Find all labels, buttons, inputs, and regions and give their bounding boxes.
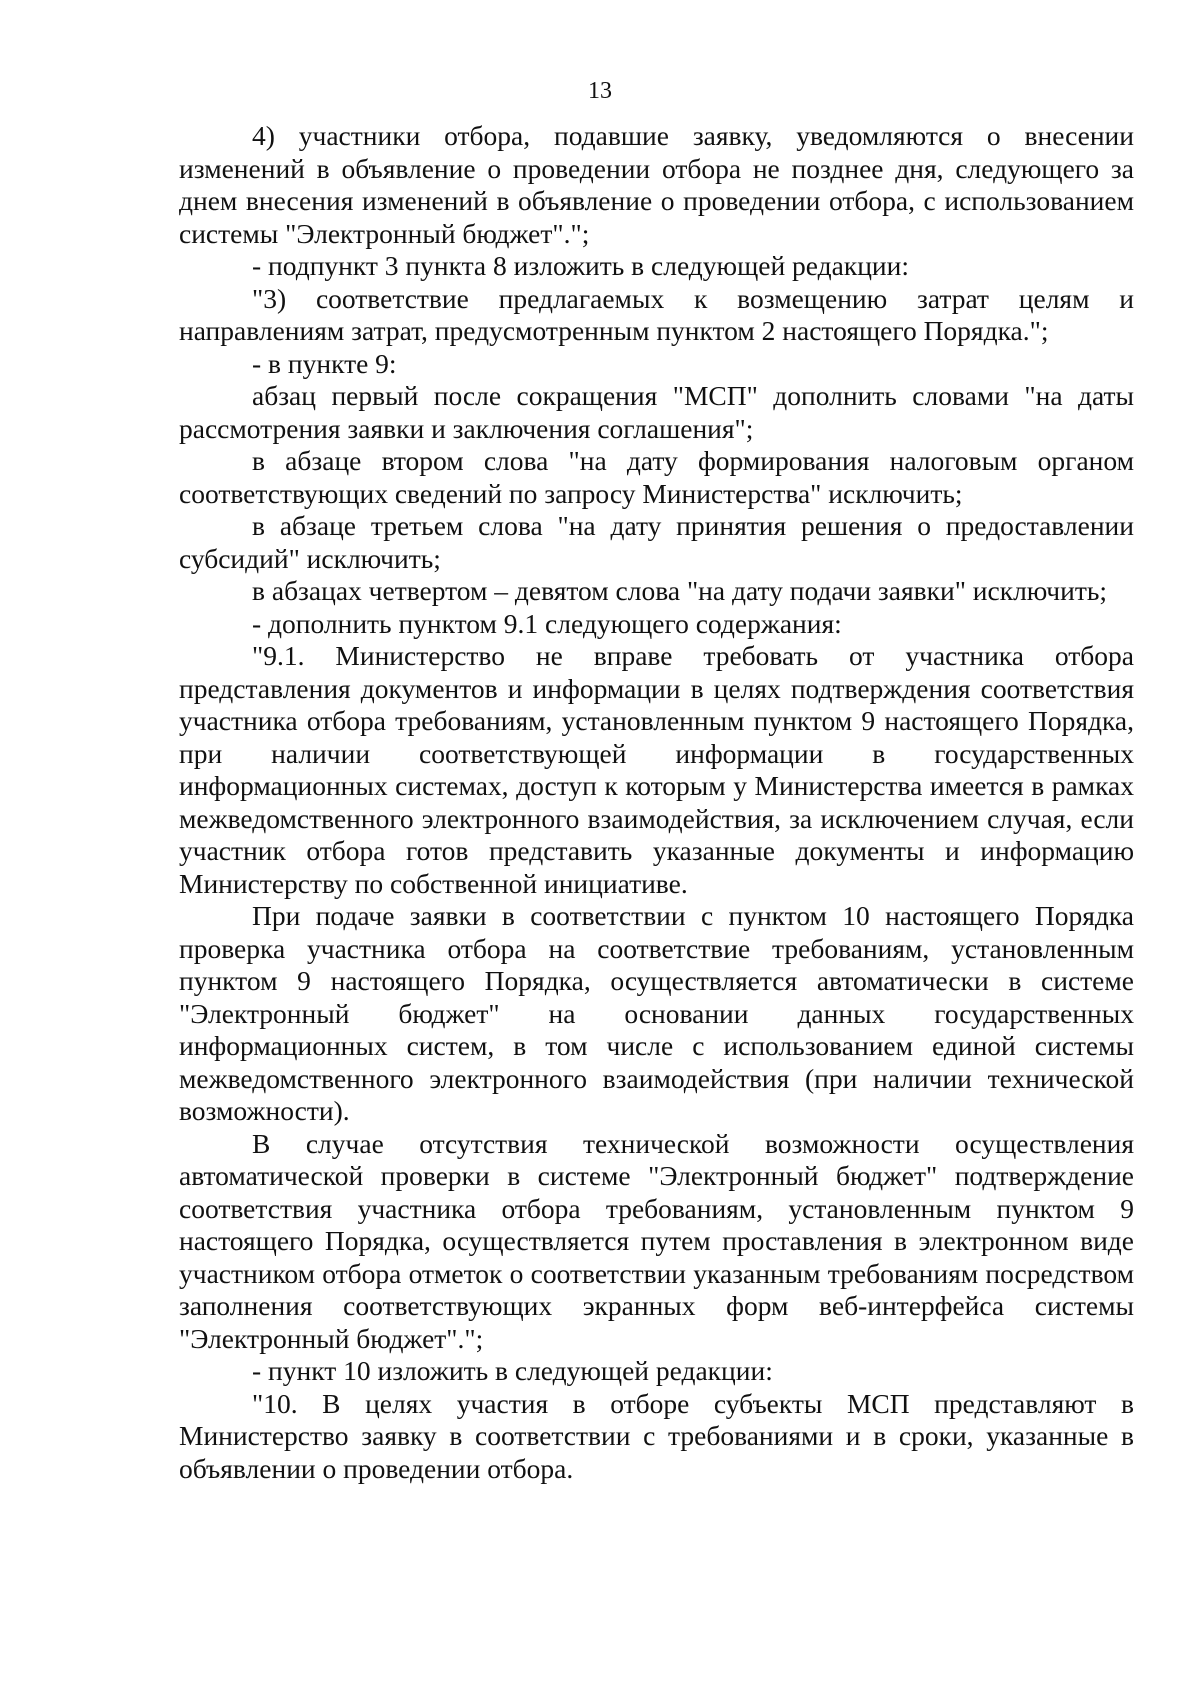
- paragraph: 4) участники отбора, подавшие заявку, уведомляются о внесении изменений в объявление о проведении отбора не позднее дня, следующего за днем внесения изменений в объявление о проведении отбора, с использованием системы "Электронный бюджет".";: [179, 120, 1134, 249]
- paragraph: "9.1. Министерство не вправе требовать от участника отбора представления документов и информации в целях подтверждения соответствия участника отбора требованиям, установленным пунктом 9 настоящего Порядка, при наличии соответствующей информации в государственных информационных системах, доступ к которым у Министерства имеется в рамках межведомственного электронного взаимодействия, за исключением случая, если участник отбора готов представить указанные документы и информацию Министерству по собственной инициативе.: [179, 640, 1134, 899]
- paragraph: в абзаце третьем слова "на дату принятия решения о предоставлении субсидий" исключить;: [179, 510, 1134, 574]
- paragraph: "10. В целях участия в отборе субъекты МСП представляют в Министерство заявку в соответствии с требованиями и в сроки, указанные в объявлении о проведении отбора.: [179, 1387, 1134, 1484]
- paragraph: в абзаце втором слова "на дату формирования налоговым органом соответствующих сведений по запросу Министерства" исключить;: [179, 445, 1134, 509]
- paragraph: В случае отсутствия технической возможности осуществления автоматической проверки в системе "Электронный бюджет" подтверждение соответствия участника отбора требованиям, установленным пунктом 9 настоящего Порядка, осуществляется путем проставления в электронном виде участником отбора отметок о соответствии указанным требованиям посредством заполнения соответствующих экранных форм веб-интерфейса системы "Электронный бюджет".";: [179, 1127, 1134, 1354]
- paragraph: в абзацах четвертом – девятом слова "на дату подачи заявки" исключить;: [252, 575, 1108, 606]
- paragraph: - в пункте 9:: [252, 347, 397, 379]
- paragraph: - пункт 10 изложить в следующей редакции:: [252, 1355, 773, 1386]
- paragraph: При подаче заявки в соответствии с пунктом 10 настоящего Порядка проверка участника отбора на соответствие требованиям, установленным пунктом 9 настоящего Порядка, осуществляется автоматически в системе "Электронный бюджет" на основании данных государственных информационных систем, в том числе с использованием единой системы межведомственного электронного взаимодействия (при наличии технической возможности).: [179, 900, 1134, 1126]
- document-body: [179, 120, 1134, 1485]
- page-number: 13: [588, 78, 612, 104]
- paragraph: - подпункт 3 пункта 8 изложить в следующей редакции:: [252, 250, 909, 281]
- paragraph: - дополнить пунктом 9.1 следующего содержания:: [252, 607, 842, 639]
- paragraph: абзац первый после сокращения "МСП" дополнить словами "на даты рассмотрения заявки и заключения соглашения";: [179, 380, 1134, 444]
- paragraph: "3) соответствие предлагаемых к возмещению затрат целям и направлениям затрат, предусмотренным пунктом 2 настоящего Порядка.";: [179, 282, 1134, 346]
